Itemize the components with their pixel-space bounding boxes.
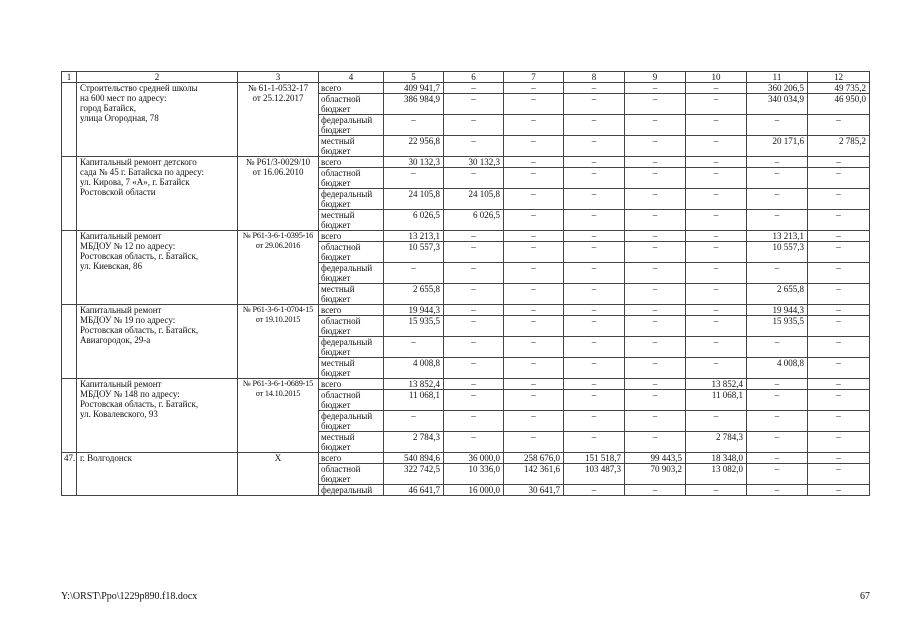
column-number-row xyxy=(62,72,870,83)
amount-cell: – xyxy=(504,231,564,242)
amount-cell: – xyxy=(808,464,870,485)
project-name-line: Капитальный ремонт xyxy=(80,305,162,315)
amount-cell: 13 082,0 xyxy=(686,464,747,485)
amount-cell: 16 000,0 xyxy=(444,485,504,496)
column-number-2: 2 xyxy=(77,72,238,83)
project-name-line: Капитальный ремонт xyxy=(80,379,162,389)
amount-cell: – xyxy=(808,453,870,464)
amount-cell: 36 000,0 xyxy=(444,453,504,464)
amount-cell: – xyxy=(504,390,564,411)
document-line: № 61-1-0532-17 xyxy=(247,83,309,93)
amount-cell: – xyxy=(444,432,504,453)
item-number-cell xyxy=(62,157,77,231)
amount-cell: – xyxy=(564,316,625,337)
amount-cell: – xyxy=(625,210,686,231)
amount-cell: – xyxy=(686,485,747,496)
amount-cell: – xyxy=(444,305,504,316)
amount-cell: 49 735,2 xyxy=(808,83,870,94)
amount-cell: – xyxy=(625,157,686,168)
amount-cell: – xyxy=(564,305,625,316)
project-name-line: Ростовской области xyxy=(80,187,156,197)
amount-cell: 360 206,5 xyxy=(747,83,808,94)
amount-cell: 18 348,0 xyxy=(686,453,747,464)
document-line: от 14.10.2015 xyxy=(255,389,301,398)
amount-cell: – xyxy=(747,411,808,432)
funding-source-cell: федеральный бюджет xyxy=(319,263,384,284)
amount-cell: 30 641,7 xyxy=(504,485,564,496)
amount-cell: – xyxy=(686,157,747,168)
project-name-line: МБДОУ № 148 по адресу: xyxy=(80,389,180,399)
amount-cell: – xyxy=(564,83,625,94)
funding-source-cell: всего xyxy=(319,83,384,94)
amount-cell: 386 984,9 xyxy=(384,94,444,115)
amount-cell: – xyxy=(625,242,686,263)
amount-cell: – xyxy=(686,337,747,358)
amount-cell: – xyxy=(625,379,686,390)
amount-cell: – xyxy=(504,305,564,316)
amount-cell: – xyxy=(625,263,686,284)
funding-source-cell: местный бюджет xyxy=(319,358,384,379)
amount-cell: – xyxy=(747,379,808,390)
document-number-cell xyxy=(238,453,319,496)
amount-cell: – xyxy=(686,411,747,432)
project-name-line: Ростовская область, г. Батайск, xyxy=(80,325,199,335)
amount-cell: – xyxy=(504,136,564,157)
amount-cell: – xyxy=(747,453,808,464)
amount-cell: 19 944,3 xyxy=(384,305,444,316)
amount-cell: – xyxy=(504,316,564,337)
column-number-8: 8 xyxy=(564,72,625,83)
amount-cell: 2 784,3 xyxy=(384,432,444,453)
amount-cell: – xyxy=(564,136,625,157)
amount-cell: – xyxy=(564,157,625,168)
funding-source-cell: федеральный бюджет xyxy=(319,189,384,210)
amount-cell: 322 742,5 xyxy=(384,464,444,485)
item-number-cell: 47. xyxy=(62,453,77,496)
amount-cell: – xyxy=(808,485,870,496)
amount-cell: – xyxy=(444,284,504,305)
amount-cell: – xyxy=(747,263,808,284)
project-name-cell xyxy=(77,83,238,157)
project-name-line: ул. Ковалевского, 93 xyxy=(80,409,158,419)
funding-source-cell: всего xyxy=(319,379,384,390)
funding-source-cell: федеральный бюджет xyxy=(319,411,384,432)
amount-cell: 340 034,9 xyxy=(747,94,808,115)
amount-cell: – xyxy=(686,115,747,136)
document-line: от 29.06.2016 xyxy=(255,241,301,250)
project-name-cell xyxy=(77,453,238,496)
project-name-line: Ростовская область, г. Батайск, xyxy=(80,251,199,261)
amount-cell: – xyxy=(747,189,808,210)
project-name-line: Авиагородок, 29-а xyxy=(80,335,151,345)
amount-cell: 151 518,7 xyxy=(564,453,625,464)
amount-cell: – xyxy=(504,263,564,284)
amount-cell: – xyxy=(686,305,747,316)
amount-cell: – xyxy=(504,168,564,189)
amount-cell: – xyxy=(564,379,625,390)
project-name-line: МБДОУ № 12 по адресу: xyxy=(80,241,176,251)
amount-cell: – xyxy=(504,432,564,453)
page-number: 67 xyxy=(860,591,870,602)
amount-cell: – xyxy=(564,411,625,432)
amount-cell: – xyxy=(808,411,870,432)
table-body xyxy=(62,83,870,496)
amount-cell: – xyxy=(384,168,444,189)
budget-table xyxy=(61,71,870,496)
amount-cell: – xyxy=(686,189,747,210)
amount-cell: 2 785,2 xyxy=(808,136,870,157)
amount-cell: – xyxy=(686,136,747,157)
amount-cell: – xyxy=(686,358,747,379)
table-row xyxy=(62,305,870,316)
amount-cell: – xyxy=(808,168,870,189)
amount-cell: – xyxy=(564,432,625,453)
amount-cell: – xyxy=(747,390,808,411)
amount-cell: – xyxy=(564,337,625,358)
amount-cell: – xyxy=(808,210,870,231)
amount-cell: – xyxy=(384,115,444,136)
amount-cell: – xyxy=(808,390,870,411)
funding-source-cell: областной бюджет xyxy=(319,94,384,115)
amount-cell: – xyxy=(384,263,444,284)
table-row xyxy=(62,157,870,168)
funding-source-cell: федеральный бюджет xyxy=(319,337,384,358)
amount-cell: – xyxy=(444,358,504,379)
amount-cell: – xyxy=(808,231,870,242)
funding-source-cell: областной бюджет xyxy=(319,316,384,337)
amount-cell: – xyxy=(504,115,564,136)
amount-cell: – xyxy=(564,358,625,379)
project-name-cell xyxy=(77,305,238,379)
amount-cell: 13 213,1 xyxy=(384,231,444,242)
amount-cell: 540 894,6 xyxy=(384,453,444,464)
amount-cell: 30 132,3 xyxy=(444,157,504,168)
project-name-line: Строительство средней школы xyxy=(80,83,198,93)
amount-cell: – xyxy=(625,94,686,115)
amount-cell: – xyxy=(444,411,504,432)
amount-cell: – xyxy=(747,168,808,189)
amount-cell: – xyxy=(625,485,686,496)
document-number-cell xyxy=(238,231,319,305)
amount-cell: 99 443,5 xyxy=(625,453,686,464)
amount-cell: – xyxy=(504,411,564,432)
amount-cell: – xyxy=(564,210,625,231)
column-number-10: 10 xyxy=(686,72,747,83)
amount-cell: 19 944,3 xyxy=(747,305,808,316)
amount-cell: – xyxy=(808,358,870,379)
amount-cell: – xyxy=(564,231,625,242)
amount-cell: – xyxy=(504,157,564,168)
amount-cell: – xyxy=(504,83,564,94)
amount-cell: – xyxy=(808,305,870,316)
project-name-line: Ростовская область, г. Батайск, xyxy=(80,399,199,409)
column-number-12: 12 xyxy=(808,72,870,83)
amount-cell: – xyxy=(747,432,808,453)
amount-cell: – xyxy=(504,242,564,263)
amount-cell: – xyxy=(686,316,747,337)
amount-cell: – xyxy=(504,94,564,115)
amount-cell: 24 105,8 xyxy=(444,189,504,210)
amount-cell: – xyxy=(444,115,504,136)
amount-cell: – xyxy=(747,485,808,496)
document-path: Y:\ORST\Ppo\1229p890.f18.docx xyxy=(61,591,198,602)
amount-cell: – xyxy=(444,136,504,157)
amount-cell: – xyxy=(625,189,686,210)
amount-cell: 11 068,1 xyxy=(686,390,747,411)
project-name-cell xyxy=(77,157,238,231)
amount-cell: – xyxy=(504,379,564,390)
amount-cell: – xyxy=(504,358,564,379)
item-number-cell xyxy=(62,83,77,157)
funding-source-cell: областной бюджет xyxy=(319,390,384,411)
column-number-7: 7 xyxy=(504,72,564,83)
amount-cell: – xyxy=(564,94,625,115)
document-line: № Р61-3-6-1-0704-15 xyxy=(242,305,314,314)
amount-cell: 142 361,6 xyxy=(504,464,564,485)
amount-cell: – xyxy=(808,263,870,284)
amount-cell: 2 655,8 xyxy=(384,284,444,305)
amount-cell: 13 213,1 xyxy=(747,231,808,242)
amount-cell: 15 935,5 xyxy=(747,316,808,337)
funding-source-cell: федеральный xyxy=(319,485,384,496)
item-number-cell xyxy=(62,231,77,305)
amount-cell: – xyxy=(444,316,504,337)
amount-cell: 13 852,4 xyxy=(686,379,747,390)
amount-cell: – xyxy=(564,390,625,411)
column-number-11: 11 xyxy=(747,72,808,83)
amount-cell: 22 956,8 xyxy=(384,136,444,157)
amount-cell: – xyxy=(564,189,625,210)
amount-cell: 13 852,4 xyxy=(384,379,444,390)
amount-cell: – xyxy=(444,263,504,284)
funding-source-cell: всего xyxy=(319,157,384,168)
project-name-line: ул. Киевская, 86 xyxy=(80,261,142,271)
amount-cell: – xyxy=(686,231,747,242)
funding-source-cell: областной бюджет xyxy=(319,168,384,189)
amount-cell: – xyxy=(564,115,625,136)
amount-cell: 11 068,1 xyxy=(384,390,444,411)
amount-cell: 10 336,0 xyxy=(444,464,504,485)
amount-cell: 46 950,0 xyxy=(808,94,870,115)
amount-cell: – xyxy=(444,94,504,115)
amount-cell: – xyxy=(808,115,870,136)
funding-source-cell: местный бюджет xyxy=(319,136,384,157)
column-number-3: 3 xyxy=(238,72,319,83)
project-name-line: Капитальный ремонт xyxy=(80,231,162,241)
amount-cell: – xyxy=(625,115,686,136)
amount-cell: 20 171,6 xyxy=(747,136,808,157)
amount-cell: – xyxy=(686,263,747,284)
column-number-9: 9 xyxy=(625,72,686,83)
funding-source-cell: местный бюджет xyxy=(319,284,384,305)
table-row xyxy=(62,453,870,464)
amount-cell: – xyxy=(686,210,747,231)
amount-cell: 4 008,8 xyxy=(384,358,444,379)
document-line: от 19.10.2015 xyxy=(255,315,301,324)
project-name-line: город Батайск, xyxy=(80,103,136,113)
item-number-cell xyxy=(62,305,77,379)
amount-cell: – xyxy=(686,168,747,189)
project-name-line: сада № 45 г. Батайска по адресу: xyxy=(80,167,205,177)
amount-cell: – xyxy=(808,242,870,263)
amount-cell: 10 557,3 xyxy=(384,242,444,263)
amount-cell: – xyxy=(747,115,808,136)
amount-cell: 103 487,3 xyxy=(564,464,625,485)
amount-cell: – xyxy=(808,157,870,168)
amount-cell: – xyxy=(808,379,870,390)
amount-cell: – xyxy=(808,189,870,210)
amount-cell: – xyxy=(504,284,564,305)
amount-cell: – xyxy=(808,316,870,337)
amount-cell: – xyxy=(444,231,504,242)
amount-cell: – xyxy=(625,305,686,316)
amount-cell: – xyxy=(625,411,686,432)
amount-cell: – xyxy=(564,242,625,263)
funding-source-cell: областной бюджет xyxy=(319,242,384,263)
project-name-cell xyxy=(77,379,238,453)
amount-cell: – xyxy=(564,485,625,496)
amount-cell: – xyxy=(686,284,747,305)
amount-cell: 258 676,0 xyxy=(504,453,564,464)
amount-cell: – xyxy=(444,379,504,390)
amount-cell: – xyxy=(625,83,686,94)
table-row xyxy=(62,83,870,94)
amount-cell: – xyxy=(564,168,625,189)
amount-cell: – xyxy=(444,83,504,94)
amount-cell: – xyxy=(625,358,686,379)
column-number-1: 1 xyxy=(62,72,77,83)
document-line: № Р61/3-0029/10 xyxy=(245,157,311,167)
document-number-cell xyxy=(238,83,319,157)
project-name-line: Капитальный ремонт детского xyxy=(80,157,197,167)
amount-cell: – xyxy=(747,337,808,358)
project-name-line: г. Волгодонск xyxy=(80,453,133,463)
document-line: Х xyxy=(274,453,282,463)
funding-source-cell: местный бюджет xyxy=(319,432,384,453)
amount-cell: – xyxy=(504,337,564,358)
document-line: от 16.06.2010 xyxy=(252,167,304,177)
project-name-line: улица Огородная, 78 xyxy=(80,113,159,123)
project-name-line: МБДОУ № 19 по адресу: xyxy=(80,315,176,325)
project-name-cell xyxy=(77,231,238,305)
amount-cell: – xyxy=(625,168,686,189)
amount-cell: – xyxy=(808,284,870,305)
amount-cell: – xyxy=(444,390,504,411)
project-name-line: на 600 мест по адресу: xyxy=(80,93,167,103)
amount-cell: 15 935,5 xyxy=(384,316,444,337)
amount-cell: 2 784,3 xyxy=(686,432,747,453)
amount-cell: – xyxy=(686,94,747,115)
column-number-4: 4 xyxy=(319,72,384,83)
amount-cell: – xyxy=(444,337,504,358)
amount-cell: – xyxy=(564,284,625,305)
column-number-6: 6 xyxy=(444,72,504,83)
amount-cell: – xyxy=(625,337,686,358)
funding-source-cell: всего xyxy=(319,305,384,316)
funding-source-cell: местный бюджет xyxy=(319,210,384,231)
item-number-cell xyxy=(62,379,77,453)
amount-cell: – xyxy=(747,157,808,168)
funding-source-cell: всего xyxy=(319,453,384,464)
amount-cell: 6 026,5 xyxy=(384,210,444,231)
document-line: № Р61-3-6-1-0689-15 xyxy=(242,379,314,388)
amount-cell: 409 941,7 xyxy=(384,83,444,94)
amount-cell: – xyxy=(686,242,747,263)
amount-cell: – xyxy=(625,390,686,411)
amount-cell: – xyxy=(625,284,686,305)
amount-cell: 30 132,3 xyxy=(384,157,444,168)
document-number-cell xyxy=(238,305,319,379)
amount-cell: 46 641,7 xyxy=(384,485,444,496)
amount-cell: – xyxy=(625,136,686,157)
amount-cell: – xyxy=(625,316,686,337)
document-line: от 25.12.2017 xyxy=(252,93,304,103)
amount-cell: 2 655,8 xyxy=(747,284,808,305)
funding-source-cell: федеральный бюджет xyxy=(319,115,384,136)
amount-cell: – xyxy=(808,432,870,453)
amount-cell: – xyxy=(444,242,504,263)
amount-cell: 10 557,3 xyxy=(747,242,808,263)
funding-source-cell: областной бюджет xyxy=(319,464,384,485)
amount-cell: – xyxy=(686,83,747,94)
column-number-5: 5 xyxy=(384,72,444,83)
funding-source-cell: всего xyxy=(319,231,384,242)
amount-cell: 70 903,2 xyxy=(625,464,686,485)
document-number-cell xyxy=(238,157,319,231)
project-name-line: ул. Кирова, 7 «А», г. Батайск xyxy=(80,177,190,187)
amount-cell: – xyxy=(384,337,444,358)
amount-cell: 24 105,8 xyxy=(384,189,444,210)
amount-cell: – xyxy=(747,210,808,231)
amount-cell: 4 008,8 xyxy=(747,358,808,379)
table-row xyxy=(62,231,870,242)
amount-cell: – xyxy=(747,464,808,485)
amount-cell: – xyxy=(504,189,564,210)
amount-cell: – xyxy=(808,337,870,358)
amount-cell: – xyxy=(384,411,444,432)
table-row xyxy=(62,379,870,390)
amount-cell: – xyxy=(564,263,625,284)
document-line: № Р61-3-6-1-0395-16 xyxy=(242,231,314,240)
amount-cell: – xyxy=(625,432,686,453)
amount-cell: – xyxy=(444,168,504,189)
amount-cell: – xyxy=(504,210,564,231)
document-number-cell xyxy=(238,379,319,453)
amount-cell: – xyxy=(625,231,686,242)
amount-cell: 6 026,5 xyxy=(444,210,504,231)
